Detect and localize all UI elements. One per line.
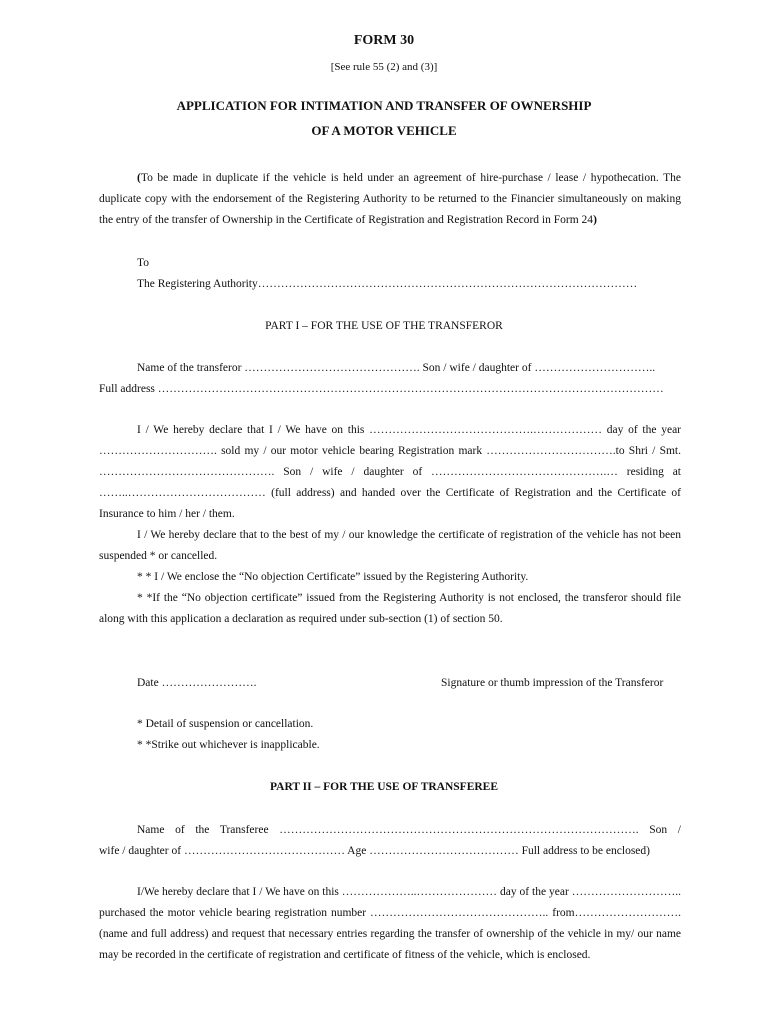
transferor-signature-label: Signature or thumb impression of the Transferor bbox=[441, 677, 664, 689]
intro-close-paren: ) bbox=[593, 214, 597, 226]
transferor-name-line: Name of the transferor ………………………………………. Son / wife / daughter of ………………………….. bbox=[137, 362, 656, 374]
footnote-strike-out: * *Strike out whichever is inapplicable. bbox=[137, 739, 320, 751]
footnote-suspension: * Detail of suspension or cancellation. bbox=[137, 718, 314, 730]
registering-authority-line: The Registering Authority……………………………………………………………………………………… bbox=[137, 278, 638, 290]
noc-enclose-line: * * I / We enclose the “No objection Certificate” issued by the Registering Authority. bbox=[137, 571, 529, 583]
knowledge-declaration: I / We hereby declare that to the best of my / our knowledge the certificate of registration of the vehicle has not been suspended * or cancelled. bbox=[99, 529, 681, 562]
transferor-address-line: Full address …………………………………………………………………………………………………………………… bbox=[99, 383, 664, 395]
heading-line-1: APPLICATION FOR INTIMATION AND TRANSFER OF OWNERSHIP bbox=[176, 98, 592, 113]
transferee-name-line: Name of the Transferee …………………………………………………………………………………. Son / bbox=[137, 824, 681, 836]
intro-paragraph bbox=[99, 168, 681, 231]
intro-open-paren: ( bbox=[137, 172, 141, 184]
noc-not-enclosed-paragraph: * *If the “No objection certificate” issued from the Registering Authority is not enclosed, the transferor should file along with this application a declaration as required under sub-section (1) of section 50. bbox=[99, 592, 681, 625]
sale-declaration: I / We hereby declare that I / We have on this …………………………………….……………… day of the year …………………………. sold my / our motor vehicle bearing Registration mark …………………………….to Shri / Smt. ………………………………………. Son / wife / daughter of ……………………………………….… residing at ……..……………………………… (full address) and handed over the Certificate of Registration and the Certificate of Insurance to him / her / them. bbox=[99, 424, 681, 520]
form-title: FORM 30 bbox=[353, 33, 415, 48]
transferee-age-line: wife / daughter of …………………………………… Age ………………………………… Full address to be enclosed) bbox=[99, 845, 650, 857]
intro-text: To be made in duplicate if the vehicle is held under an agreement of hire-purchase / lease / hypothecation. The duplicate copy with the endorsement of the Registering Authority to be returned to the Financier simultaneously on making the entry of the transfer of Ownership in the Certificate of Registration and Registration Record in Form 24 bbox=[99, 172, 681, 226]
transferor-date-line: Date ……………………. bbox=[137, 677, 257, 689]
addressee-to: To bbox=[137, 257, 149, 269]
part2-title: PART II – FOR THE USE OF TRANSFEREE bbox=[269, 781, 499, 793]
heading-line-2: OF A MOTOR VEHICLE bbox=[311, 123, 457, 138]
part1-title: PART I – FOR THE USE OF THE TRANSFEROR bbox=[265, 320, 503, 332]
rule-reference: [See rule 55 (2) and (3)] bbox=[330, 61, 438, 73]
purchase-declaration: I/We hereby declare that I / We have on this ………………..………………… day of the year ……………………….. purchased the motor vehicle bearing registration number ……………………………………….. from……………………….(name and full address) and request that necessary entries regarding the transfer of ownership of the vehicle in my/ our name may be recorded in the certificate of registration and certificate of fitness of the vehicle, which is enclosed. bbox=[99, 886, 681, 961]
